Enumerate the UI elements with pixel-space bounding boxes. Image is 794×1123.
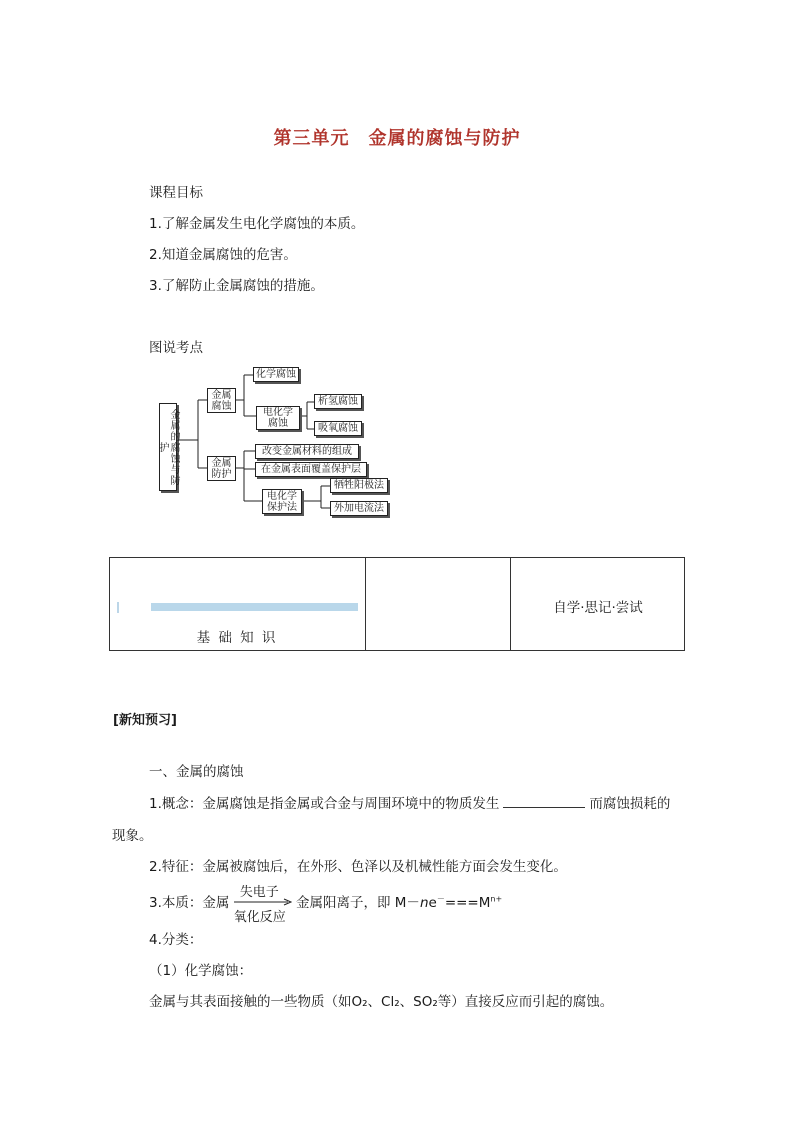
diagram-current: 外加电流法 [330, 501, 388, 516]
diagram-electro-protect: 电化学保护法 [262, 489, 302, 514]
table-cell-basic-knowledge: 基 础 知 识 [196, 630, 278, 646]
paragraph-chemical-heading: （1）化学腐蚀： [149, 963, 253, 979]
diagram-root: 金属的腐蚀与防护 [159, 403, 177, 491]
diagram-heading: 图说考点 [149, 340, 203, 356]
content-heading: 一、金属的腐蚀 [149, 764, 244, 780]
paragraph-chemical-definition: 金属与其表面接触的一些物质（如O₂、Cl₂、SO₂等）直接反应而引起的腐蚀。 [149, 994, 614, 1010]
goal-item: 1.了解金属发生电化学腐蚀的本质。 [149, 216, 365, 232]
diagram-chemical: 化学腐蚀 [253, 367, 299, 382]
goals-heading: 课程目标 [149, 185, 203, 201]
arrow-icon [234, 898, 292, 906]
diagram-change-material: 改变金属材料的组成 [255, 444, 359, 459]
diagram-hydrogen: 析氢腐蚀 [314, 394, 362, 409]
section-tag: [新知预习] [113, 713, 177, 728]
section-table [109, 557, 685, 651]
diagram-protection: 金属防护 [207, 456, 236, 481]
page-title: 第三单元 金属的腐蚀与防护 [273, 128, 521, 149]
diagram-corrosion: 金属腐蚀 [207, 388, 236, 413]
paragraph-concept-cont: 现象。 [112, 828, 153, 844]
paragraph-classification: 4.分类： [149, 932, 203, 948]
paragraph-concept: 1.概念：金属腐蚀是指金属或合金与周围环境中的物质发生 而腐蚀损耗的 [149, 796, 671, 812]
decor-mark [117, 602, 119, 613]
goal-item: 2.知道金属腐蚀的危害。 [149, 247, 297, 263]
paragraph-essence: 3.本质：金属 失电子 氧化反应 金属阳离子，即 $M-ne^-===M^{n+}$ [149, 885, 503, 925]
diagram-electrochemical: 电化学腐蚀 [256, 406, 300, 430]
diagram-sacrificial: 牺牲阳极法 [330, 478, 388, 493]
decor-bar [151, 603, 358, 611]
diagram-connectors [0, 0, 794, 560]
reaction-arrow: 失电子 氧化反应 [234, 896, 292, 910]
diagram-coating: 在金属表面覆盖保护层 [255, 462, 367, 477]
fill-blank[interactable] [503, 795, 585, 808]
diagram-oxygen: 吸氧腐蚀 [314, 421, 362, 436]
table-divider [365, 558, 366, 650]
goal-item: 3.了解防止金属腐蚀的措施。 [149, 278, 324, 294]
paragraph-feature: 2.特征：金属被腐蚀后，在外形、色泽以及机械性能方面会发生变化。 [149, 859, 567, 875]
table-cell-self-study: 自学·思记·尝试 [553, 600, 643, 616]
